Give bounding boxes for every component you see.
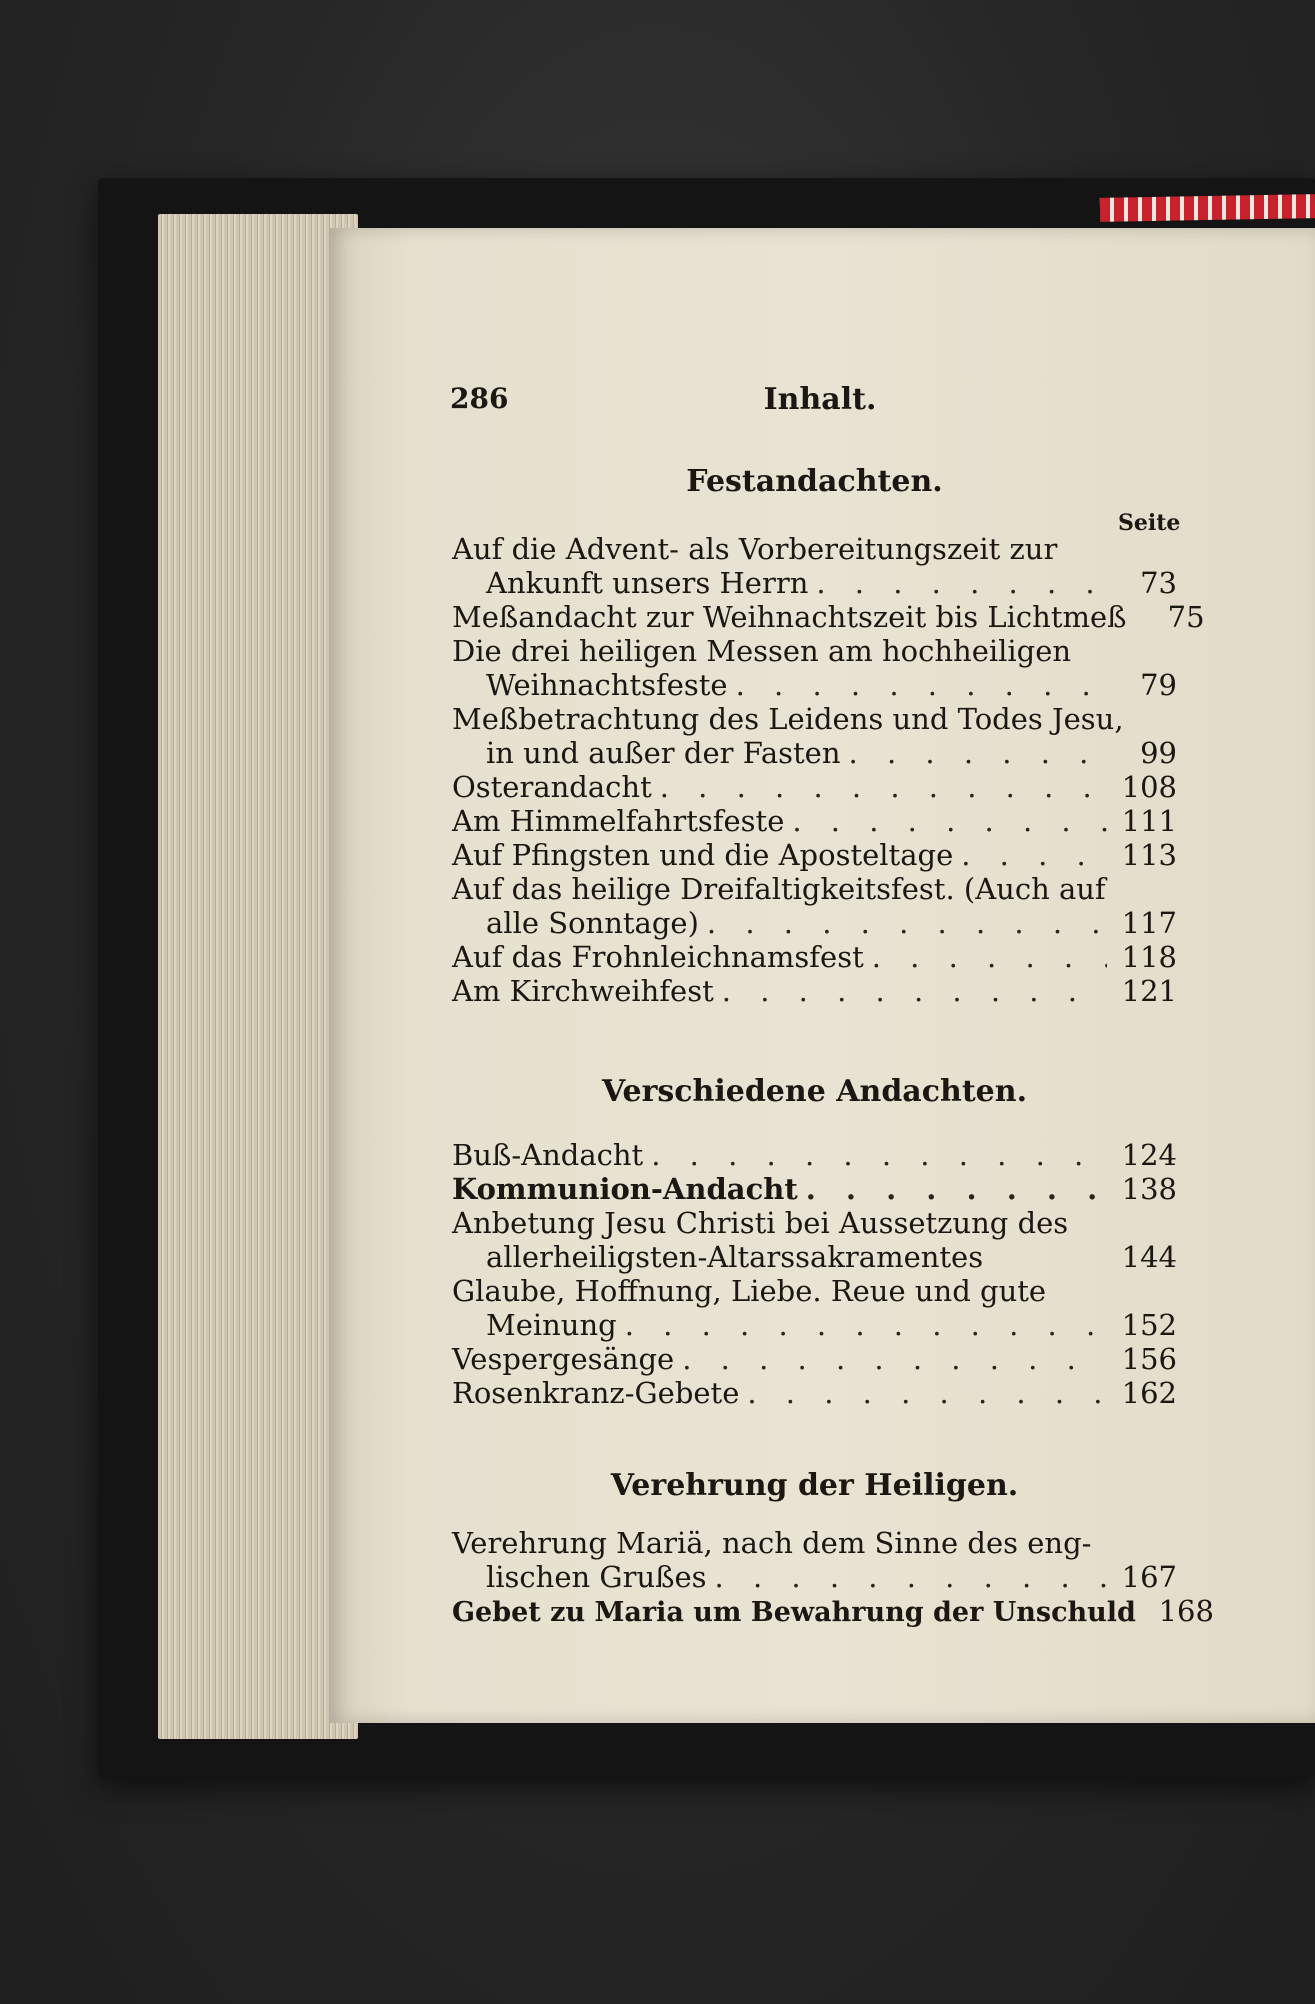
toc-section-verehrung-der-heiligen [452, 1526, 1214, 1630]
seite-column-label: Seite [1118, 510, 1181, 536]
toc-entry: Rosenkranz-Gebete . . . 162 [452, 1376, 1177, 1410]
toc-entry: Die drei heiligen Messen am hochheiligen Weihnachtsfeste . . . 79 [452, 634, 1177, 702]
toc-entry: Auf die Advent- als Vorbereitungszeit zur Ankunft unsers Herrn . . . 73 [452, 532, 1177, 600]
toc-entry: Glaube, Hoffnung, Liebe. Reue und gute Meinung . . . 152 [452, 1274, 1177, 1342]
page-heading: Inhalt. [763, 382, 877, 417]
toc-entry: Am Kirchweihfest . . . 121 [452, 974, 1177, 1008]
toc-section-verschiedene-andachten [452, 1138, 1177, 1410]
section-title-verehrung-der-heiligen: Verehrung der Heiligen. [610, 1468, 1019, 1503]
toc-entry: Auf das heilige Dreifaltigkeitsfest. (Auch auf alle Sonntage) . . . 117 [452, 872, 1177, 940]
toc-entry: Vespergesänge . . . 156 [452, 1342, 1177, 1376]
toc-entry: Buß-Andacht . . . 124 [452, 1138, 1177, 1172]
toc-section-festandachten [452, 532, 1205, 1008]
toc-entry: Auf Pfingsten und die Aposteltage . . . 113 [452, 838, 1177, 872]
toc-entry: Auf das Frohnleichnamsfest . . . 118 [452, 940, 1177, 974]
toc-entry: Gebet zu Maria um Bewahrung der Unschuld 168 [452, 1594, 1214, 1628]
toc-entry: Anbetung Jesu Christi bei Aussetzung des allerheiligsten-Altarssakramentes 144 [452, 1206, 1177, 1274]
toc-entry: Verehrung Mariä, nach dem Sinne des eng- lischen Grußes . . . 167 [452, 1526, 1177, 1594]
page-edges [158, 214, 358, 1739]
ribbon-bookmark [1100, 194, 1315, 222]
section-title-verschiedene-andachten: Verschiedene Andachten. [601, 1074, 1028, 1109]
toc-entry: Am Himmelfahrtsfeste . . . 111 [452, 804, 1177, 838]
toc-entry: Kommunion-Andacht . . . 138 [452, 1172, 1177, 1206]
section-title-festandachten: Festandachten. [686, 464, 943, 499]
page-number: 286 [450, 382, 509, 415]
toc-entry: Meßbetrachtung des Leidens und Todes Jesu, in und außer der Fasten . . . 99 [452, 702, 1177, 770]
toc-entry: Meßandacht zur Weihnachtszeit bis Lichtmeß 75 [452, 600, 1205, 634]
toc-entry: Osterandacht . . . 108 [452, 770, 1177, 804]
